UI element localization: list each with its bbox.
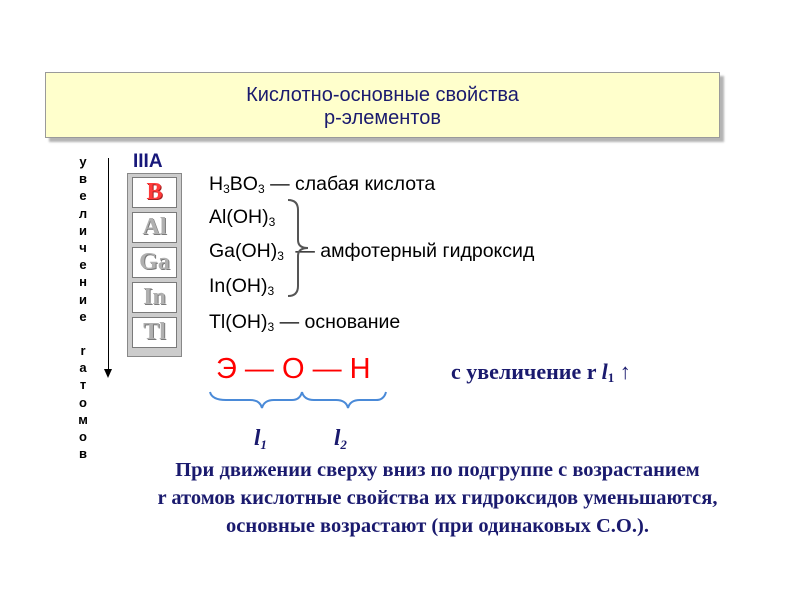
formula-row: $In(OH)_3$ xyxy=(209,275,275,298)
vertical-label-char: л xyxy=(78,205,88,221)
vertical-label-char: е xyxy=(79,308,87,324)
formula-row: $Al(OH)_3$ xyxy=(209,206,276,229)
formula-row: $Ga(OH)_3$ — амфотерный гидроксид xyxy=(209,240,535,263)
vertical-label-char: т xyxy=(79,377,87,393)
element-cell: B xyxy=(132,177,177,208)
formula-row: $Tl(OH)_3$ — основание xyxy=(209,311,401,334)
vertical-label-char: и xyxy=(79,222,87,238)
bond-length-label: $l_2$ xyxy=(334,425,347,452)
formula-row: $H_3BO_3$ — слабая кислота xyxy=(209,173,436,196)
vertical-label-char: е xyxy=(79,257,87,273)
vertical-label-char: а xyxy=(79,360,87,376)
element-cell: In xyxy=(132,282,177,313)
element-cell: Al xyxy=(132,212,177,243)
element-cell: Ga xyxy=(132,247,177,278)
conclusion-line: r атомов кислотные свойства их гидроксидов уменьшаются, xyxy=(157,487,718,509)
element-cell: Tl xyxy=(132,317,177,348)
vertical-label-char: е xyxy=(79,188,87,204)
vertical-label-char: в xyxy=(79,171,87,187)
vertical-label-char: и xyxy=(79,291,87,307)
bond-scheme: Э — О — Н xyxy=(216,353,371,385)
title-line-1: Кислотно-основные свойства xyxy=(246,84,519,106)
group-label: IIIA xyxy=(133,151,163,172)
bond-length-label: $l_1$ xyxy=(254,425,267,452)
conclusion-line: основные возрастают (при одинаковых С.О.). xyxy=(226,515,649,537)
increase-caption: с увеличение r $l_1$ ↑ xyxy=(451,359,631,385)
vertical-label-char: о xyxy=(79,429,87,444)
vertical-label-char: в xyxy=(79,446,87,462)
conclusion-text xyxy=(100,456,775,540)
vertical-label-char: r xyxy=(80,343,86,359)
vertical-label-char: у xyxy=(79,154,87,169)
vertical-label-char: м xyxy=(78,411,88,427)
vertical-label-char: н xyxy=(79,274,87,290)
vertical-label-char: о xyxy=(79,394,87,410)
vertical-label-char: ч xyxy=(79,239,87,255)
conclusion-line: При движении сверху вниз по подгруппе с возрастанием xyxy=(175,459,700,481)
title-line-2: р-элементов xyxy=(324,107,441,129)
